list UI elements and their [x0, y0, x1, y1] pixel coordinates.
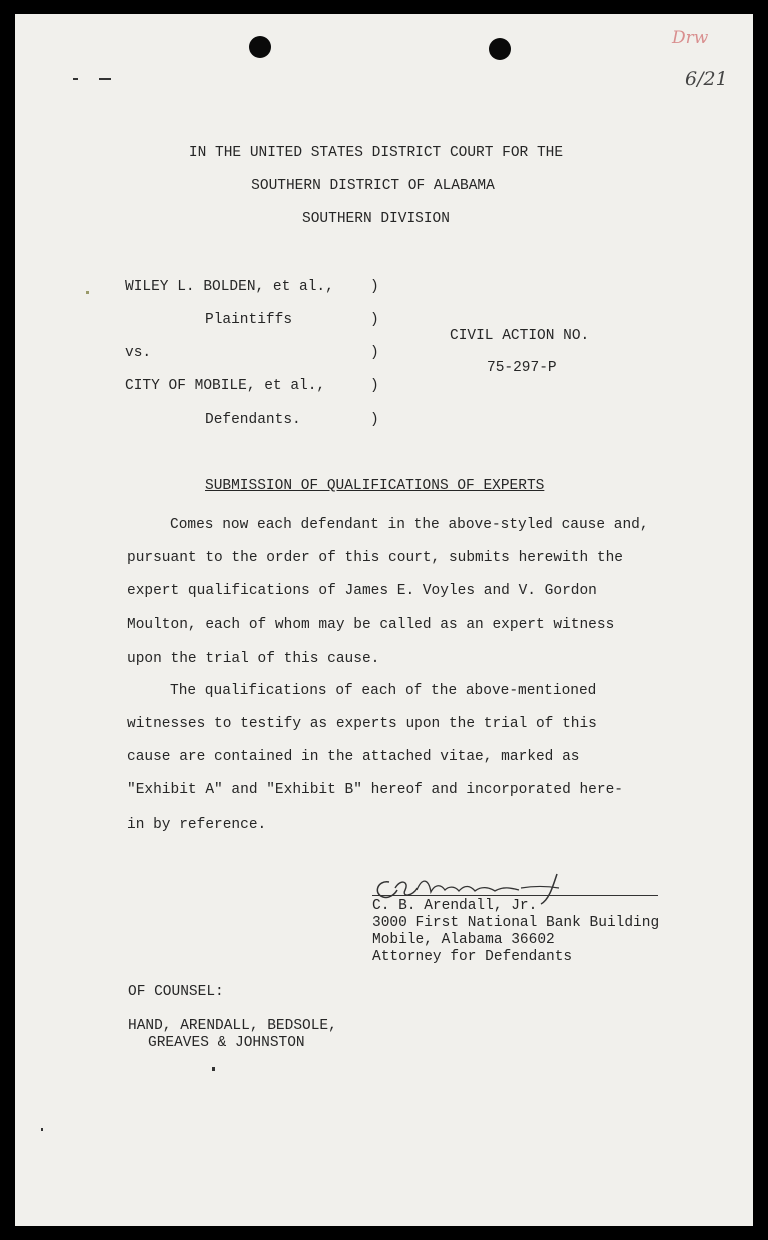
scan-speck — [99, 78, 111, 80]
handwritten-red-note: Drw — [672, 28, 709, 48]
signature-address2: Mobile, Alabama 36602 — [372, 932, 555, 948]
scan-speck — [86, 291, 89, 294]
signature-address1: 3000 First National Bank Building — [372, 915, 660, 931]
body-p2-line2: witnesses to testify as experts upon the trial of this — [127, 716, 597, 732]
of-counsel-label: OF COUNSEL: — [128, 984, 224, 1000]
civil-action-label: CIVIL ACTION NO. — [450, 328, 590, 344]
body-p2-line4: "Exhibit A" and "Exhibit B" hereof and incorporated here- — [127, 782, 623, 798]
body-p2-line1: The qualifications of each of the above-mentioned — [170, 683, 597, 699]
scan-speck — [73, 78, 78, 80]
caption-defendant: CITY OF MOBILE, et al., — [125, 378, 326, 394]
court-heading-line1: IN THE UNITED STATES DISTRICT COURT FOR THE — [188, 145, 564, 161]
court-heading-line3: SOUTHERN DIVISION — [302, 211, 450, 227]
scan-speck — [212, 1067, 215, 1071]
document-title: SUBMISSION OF QUALIFICATIONS OF EXPERTS — [205, 478, 545, 494]
caption-defendant-role: Defendants. — [205, 412, 301, 428]
body-p2-line3: cause are contained in the attached vitae, marked as — [127, 749, 580, 765]
body-p1-line3: expert qualifications of James E. Voyles and V. Gordon — [127, 583, 597, 599]
punch-hole-left — [249, 36, 271, 58]
body-p1-line1: Comes now each defendant in the above-styled cause and, — [170, 517, 649, 533]
body-p1-line2: pursuant to the order of this court, submits herewith the — [127, 550, 623, 566]
signature-name: C. B. Arendall, Jr. — [372, 898, 538, 914]
caption-bracket: ) — [370, 378, 379, 394]
caption-bracket: ) — [370, 412, 379, 428]
caption-bracket: ) — [370, 345, 379, 361]
signature-role: Attorney for Defendants — [372, 949, 573, 965]
caption-bracket: ) — [370, 312, 379, 328]
caption-versus: vs. — [125, 345, 152, 361]
body-p1-line4: Moulton, each of whom may be called as an expert witness — [127, 617, 615, 633]
body-p1-line5: upon the trial of this cause. — [127, 651, 380, 667]
scan-speck — [41, 1128, 43, 1131]
document-page — [15, 14, 753, 1226]
law-firm-line1: HAND, ARENDALL, BEDSOLE, — [128, 1018, 337, 1034]
handwritten-date: 6/21 — [685, 68, 728, 90]
civil-action-number: 75-297-P — [487, 360, 557, 376]
caption-bracket: ) — [370, 279, 379, 295]
court-heading-line2: SOUTHERN DISTRICT OF ALABAMA — [251, 178, 495, 194]
law-firm-line2: GREAVES & JOHNSTON — [148, 1035, 305, 1051]
caption-plaintiff-role: Plaintiffs — [205, 312, 293, 328]
body-p2-line5: in by reference. — [127, 817, 267, 833]
caption-plaintiff: WILEY L. BOLDEN, et al., — [125, 279, 334, 295]
punch-hole-right — [489, 38, 511, 60]
signature-line — [372, 895, 658, 896]
